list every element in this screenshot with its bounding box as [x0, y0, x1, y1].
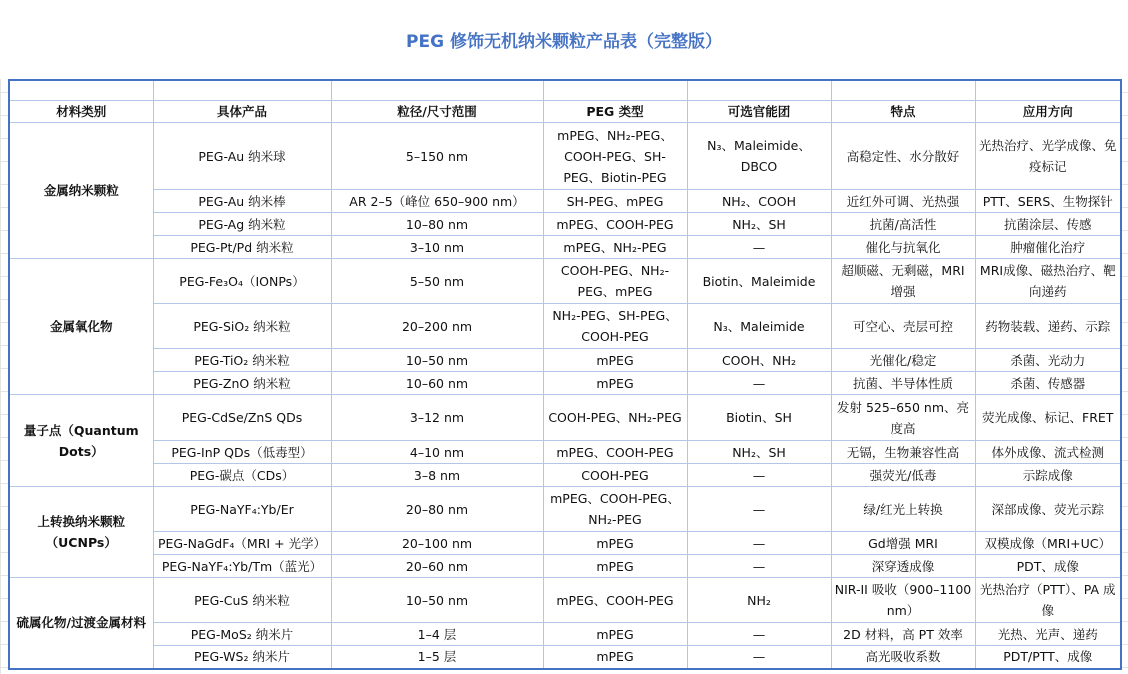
- table-row: [9, 441, 1121, 464]
- peg-type-cell[interactable]: COOH-PEG、NH₂-PEG、mPEG: [543, 259, 687, 304]
- application-cell[interactable]: 肿瘤催化治疗: [975, 236, 1121, 259]
- product-cell[interactable]: PEG-Au 纳米球: [153, 123, 331, 190]
- product-cell[interactable]: PEG-NaYF₄:Yb/Tm（蓝光）: [153, 555, 331, 578]
- functional-group-cell[interactable]: —: [687, 487, 831, 532]
- peg-type-cell[interactable]: mPEG: [543, 349, 687, 372]
- product-cell[interactable]: PEG-TiO₂ 纳米粒: [153, 349, 331, 372]
- application-cell[interactable]: 杀菌、光动力: [975, 349, 1121, 372]
- empty-cell[interactable]: [687, 80, 831, 101]
- features-cell[interactable]: 无镉，生物兼容性高: [831, 441, 975, 464]
- functional-group-cell[interactable]: —: [687, 623, 831, 646]
- product-cell[interactable]: PEG-Fe₃O₄（IONPs）: [153, 259, 331, 304]
- application-cell[interactable]: 光热治疗（PTT）、PA 成像: [975, 578, 1121, 623]
- empty-cell[interactable]: [9, 80, 153, 101]
- size-cell[interactable]: 5–150 nm: [331, 123, 543, 190]
- page-title: PEG 修饰无机纳米颗粒产品表（完整版）: [0, 0, 1128, 79]
- size-cell[interactable]: 1–5 层: [331, 646, 543, 669]
- functional-group-cell[interactable]: Biotin、Maleimide: [687, 259, 831, 304]
- product-cell[interactable]: PEG-Ag 纳米粒: [153, 213, 331, 236]
- features-cell[interactable]: 抗菌、半导体性质: [831, 372, 975, 395]
- table-row: [9, 395, 1121, 441]
- features-cell[interactable]: 高稳定性、水分散好: [831, 123, 975, 190]
- table-row: [9, 190, 1121, 213]
- size-cell[interactable]: 1–4 层: [331, 623, 543, 646]
- product-cell[interactable]: PEG-WS₂ 纳米片: [153, 646, 331, 669]
- category-cell[interactable]: 金属氧化物: [9, 259, 153, 395]
- peg-type-cell[interactable]: mPEG: [543, 646, 687, 669]
- peg-type-cell[interactable]: COOH-PEG: [543, 464, 687, 487]
- table-row: [9, 532, 1121, 555]
- table-row: [9, 487, 1121, 532]
- table-row: [9, 464, 1121, 487]
- functional-group-cell[interactable]: —: [687, 555, 831, 578]
- functional-group-cell[interactable]: —: [687, 372, 831, 395]
- peg-type-cell[interactable]: mPEG、COOH-PEG、NH₂-PEG: [543, 487, 687, 532]
- size-cell[interactable]: 3–10 nm: [331, 236, 543, 259]
- application-cell[interactable]: 杀菌、传感器: [975, 372, 1121, 395]
- header-features[interactable]: 特点: [831, 101, 975, 123]
- peg-type-cell[interactable]: mPEG: [543, 372, 687, 395]
- size-cell[interactable]: 20–60 nm: [331, 555, 543, 578]
- table-row: [9, 213, 1121, 236]
- product-cell[interactable]: PEG-NaYF₄:Yb/Er: [153, 487, 331, 532]
- features-cell[interactable]: 高光吸收系数: [831, 646, 975, 669]
- size-cell[interactable]: 3–12 nm: [331, 395, 543, 441]
- category-cell[interactable]: 量子点（Quantum Dots）: [9, 395, 153, 487]
- features-cell[interactable]: 光催化/稳定: [831, 349, 975, 372]
- features-cell[interactable]: Gd增强 MRI: [831, 532, 975, 555]
- empty-cell[interactable]: [831, 80, 975, 101]
- peg-type-cell[interactable]: mPEG、COOH-PEG: [543, 578, 687, 623]
- application-cell[interactable]: 体外成像、流式检测: [975, 441, 1121, 464]
- empty-cell[interactable]: [331, 80, 543, 101]
- functional-group-cell[interactable]: NH₂、SH: [687, 213, 831, 236]
- product-cell[interactable]: PEG-CdSe/ZnS QDs: [153, 395, 331, 441]
- table-row: [9, 304, 1121, 349]
- empty-cell[interactable]: [543, 80, 687, 101]
- table-row: [9, 236, 1121, 259]
- category-cell[interactable]: 上转换纳米颗粒（UCNPs）: [9, 487, 153, 578]
- table-row: [9, 372, 1121, 395]
- features-cell[interactable]: 近红外可调、光热强: [831, 190, 975, 213]
- size-cell[interactable]: AR 2–5（峰位 650–900 nm）: [331, 190, 543, 213]
- table-row: [9, 623, 1121, 646]
- table-row: [9, 578, 1121, 623]
- features-cell[interactable]: 2D 材料，高 PT 效率: [831, 623, 975, 646]
- header-application[interactable]: 应用方向: [975, 101, 1121, 123]
- application-cell[interactable]: MRI成像、磁热治疗、靶向递药: [975, 259, 1121, 304]
- header-functional-group[interactable]: 可选官能团: [687, 101, 831, 123]
- functional-group-cell[interactable]: NH₂、SH: [687, 441, 831, 464]
- features-cell[interactable]: 抗菌/高活性: [831, 213, 975, 236]
- functional-group-cell[interactable]: Biotin、SH: [687, 395, 831, 441]
- table-row: [9, 349, 1121, 372]
- features-cell[interactable]: 可空心、壳层可控: [831, 304, 975, 349]
- application-cell[interactable]: 抗菌涂层、传感: [975, 213, 1121, 236]
- empty-cell[interactable]: [975, 80, 1121, 101]
- header-product[interactable]: 具体产品: [153, 101, 331, 123]
- product-cell[interactable]: PEG-碳点（CDs）: [153, 464, 331, 487]
- size-cell[interactable]: 10–50 nm: [331, 349, 543, 372]
- product-cell[interactable]: PEG-ZnO 纳米粒: [153, 372, 331, 395]
- size-cell[interactable]: 10–50 nm: [331, 578, 543, 623]
- table-row: [9, 123, 1121, 190]
- product-cell[interactable]: PEG-SiO₂ 纳米粒: [153, 304, 331, 349]
- product-cell[interactable]: PEG-NaGdF₄（MRI + 光学）: [153, 532, 331, 555]
- product-cell[interactable]: PEG-Au 纳米棒: [153, 190, 331, 213]
- features-cell[interactable]: 超顺磁、无剩磁，MRI 增强: [831, 259, 975, 304]
- empty-row: [9, 80, 1121, 101]
- product-cell[interactable]: PEG-Pt/Pd 纳米粒: [153, 236, 331, 259]
- peg-type-cell[interactable]: mPEG、COOH-PEG: [543, 441, 687, 464]
- features-cell[interactable]: NIR-II 吸收（900–1100 nm）: [831, 578, 975, 623]
- application-cell[interactable]: 药物装载、递药、示踪: [975, 304, 1121, 349]
- size-cell[interactable]: 20–80 nm: [331, 487, 543, 532]
- features-cell[interactable]: 强荧光/低毒: [831, 464, 975, 487]
- category-cell[interactable]: 金属纳米颗粒: [9, 123, 153, 259]
- size-cell[interactable]: 4–10 nm: [331, 441, 543, 464]
- features-cell[interactable]: 绿/红光上转换: [831, 487, 975, 532]
- features-cell[interactable]: 深穿透成像: [831, 555, 975, 578]
- size-cell[interactable]: 20–200 nm: [331, 304, 543, 349]
- application-cell[interactable]: PDT/PTT、成像: [975, 646, 1121, 669]
- peg-type-cell[interactable]: mPEG、COOH-PEG: [543, 213, 687, 236]
- peg-type-cell[interactable]: COOH-PEG、NH₂-PEG: [543, 395, 687, 441]
- size-cell[interactable]: 20–100 nm: [331, 532, 543, 555]
- size-cell[interactable]: 3–8 nm: [331, 464, 543, 487]
- header-row: [9, 101, 1121, 123]
- application-cell[interactable]: 示踪成像: [975, 464, 1121, 487]
- functional-group-cell[interactable]: —: [687, 646, 831, 669]
- peg-type-cell[interactable]: NH₂-PEG、SH-PEG、COOH-PEG: [543, 304, 687, 349]
- product-table: [8, 79, 1122, 670]
- category-cell[interactable]: 硫属化物/过渡金属材料: [9, 578, 153, 669]
- functional-group-cell[interactable]: NH₂: [687, 578, 831, 623]
- table-row: [9, 555, 1121, 578]
- application-cell[interactable]: 双模成像（MRI+UC）: [975, 532, 1121, 555]
- application-cell[interactable]: 荧光成像、标记、FRET: [975, 395, 1121, 441]
- product-cell[interactable]: PEG-CuS 纳米粒: [153, 578, 331, 623]
- application-cell[interactable]: 深部成像、荧光示踪: [975, 487, 1121, 532]
- header-peg-type[interactable]: PEG 类型: [543, 101, 687, 123]
- features-cell[interactable]: 发射 525–650 nm、亮度高: [831, 395, 975, 441]
- peg-type-cell[interactable]: SH-PEG、mPEG: [543, 190, 687, 213]
- product-cell[interactable]: PEG-InP QDs（低毒型）: [153, 441, 331, 464]
- peg-type-cell[interactable]: mPEG: [543, 555, 687, 578]
- peg-type-cell[interactable]: mPEG: [543, 623, 687, 646]
- empty-cell[interactable]: [153, 80, 331, 101]
- size-cell[interactable]: 10–80 nm: [331, 213, 543, 236]
- functional-group-cell[interactable]: N₃、Maleimide、DBCO: [687, 123, 831, 190]
- application-cell[interactable]: 光热治疗、光学成像、免疫标记: [975, 123, 1121, 190]
- functional-group-cell[interactable]: COOH、NH₂: [687, 349, 831, 372]
- functional-group-cell[interactable]: N₃、Maleimide: [687, 304, 831, 349]
- application-cell[interactable]: 光热、光声、递药: [975, 623, 1121, 646]
- size-cell[interactable]: 5–50 nm: [331, 259, 543, 304]
- peg-type-cell[interactable]: mPEG、NH₂-PEG: [543, 236, 687, 259]
- functional-group-cell[interactable]: —: [687, 236, 831, 259]
- size-cell[interactable]: 10–60 nm: [331, 372, 543, 395]
- application-cell[interactable]: PTT、SERS、生物探针: [975, 190, 1121, 213]
- application-cell[interactable]: PDT、成像: [975, 555, 1121, 578]
- header-category[interactable]: 材料类别: [9, 101, 153, 123]
- table-row: [9, 259, 1121, 304]
- peg-type-cell[interactable]: mPEG: [543, 532, 687, 555]
- functional-group-cell[interactable]: NH₂、COOH: [687, 190, 831, 213]
- product-cell[interactable]: PEG-MoS₂ 纳米片: [153, 623, 331, 646]
- table-row: [9, 646, 1121, 669]
- header-size[interactable]: 粒径/尺寸范围: [331, 101, 543, 123]
- features-cell[interactable]: 催化与抗氧化: [831, 236, 975, 259]
- peg-type-cell[interactable]: mPEG、NH₂-PEG、COOH-PEG、SH-PEG、Biotin-PEG: [543, 123, 687, 190]
- functional-group-cell[interactable]: —: [687, 464, 831, 487]
- functional-group-cell[interactable]: —: [687, 532, 831, 555]
